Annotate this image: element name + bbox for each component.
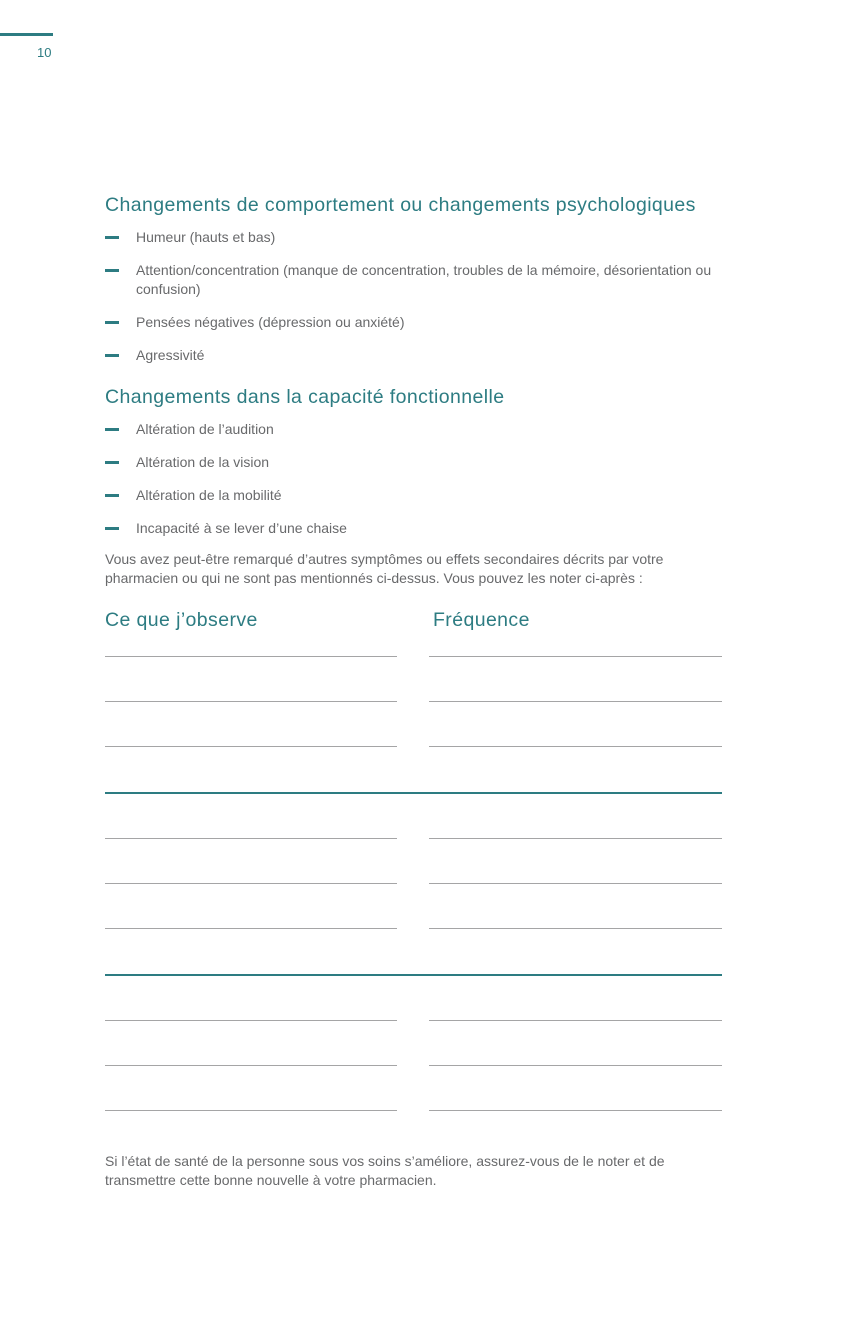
dash-bullet-icon <box>105 354 119 357</box>
frequency-writing-line <box>429 657 722 702</box>
frequency-writing-line <box>429 1066 722 1111</box>
frequency-writing-line <box>429 839 722 884</box>
column-header-frequency: Fréquence <box>433 609 530 631</box>
page-number: 10 <box>37 45 52 60</box>
list-item-text: Humeur (hauts et bas) <box>136 229 276 245</box>
observation-writing-line <box>105 632 397 657</box>
list-item-text: Altération de la vision <box>136 454 270 470</box>
observation-writing-line <box>105 884 397 929</box>
dash-bullet-icon <box>105 428 119 431</box>
list-item-text: Pensées négatives (dépression ou anxiété) <box>136 314 405 330</box>
symptom-list <box>105 420 723 538</box>
list-item-text: Altération de la mobilité <box>136 487 282 503</box>
list-item <box>105 519 722 538</box>
list-item <box>105 313 722 332</box>
group-divider-rule <box>105 929 722 976</box>
observation-writing-line <box>105 1021 397 1066</box>
writing-row <box>105 632 722 657</box>
observation-writing-line <box>105 1066 397 1111</box>
list-item <box>105 486 722 505</box>
page-corner-rule <box>0 33 53 36</box>
dash-bullet-icon <box>105 494 119 497</box>
writing-row <box>105 1066 722 1111</box>
section-heading: Changements de comportement ou changements psychologiques <box>105 194 696 216</box>
writing-row <box>105 884 722 929</box>
list-item <box>105 420 722 439</box>
writing-row <box>105 839 722 884</box>
dash-bullet-icon <box>105 527 119 530</box>
list-item-text: Attention/concentration (manque de concentration, troubles de la mémoire, désorientation ou confusion) <box>136 262 712 297</box>
dash-bullet-icon <box>105 236 119 239</box>
observation-writing-line <box>105 839 397 884</box>
observation-table <box>105 608 722 1111</box>
frequency-writing-line <box>429 632 722 657</box>
writing-row <box>105 794 722 839</box>
observation-writing-line <box>105 976 397 1021</box>
group-divider-rule <box>105 747 722 794</box>
column-header-observation: Ce que j’observe <box>105 609 258 631</box>
section-heading: Changements dans la capacité fonctionnelle <box>105 386 505 408</box>
intro-note: Vous avez peut-être remarqué d’autres symptômes ou effets secondaires décrits par votre pharmacien ou qui ne sont pas mentionnés ci-dessus. Vous pouvez les noter ci-après : <box>105 551 664 586</box>
observation-writing-line <box>105 794 397 839</box>
frequency-writing-line <box>429 884 722 929</box>
section-functional-capacity-changes <box>105 385 723 552</box>
list-item <box>105 453 722 472</box>
list-item <box>105 261 722 299</box>
frequency-writing-line <box>429 976 722 1021</box>
writing-row <box>105 657 722 702</box>
observation-writing-line <box>105 657 397 702</box>
frequency-writing-line <box>429 794 722 839</box>
list-item <box>105 346 722 365</box>
section-behavior-psychological-changes <box>105 193 723 379</box>
writing-row <box>105 702 722 747</box>
list-item-text: Incapacité à se lever d’une chaise <box>136 520 347 536</box>
frequency-writing-line <box>429 702 722 747</box>
observation-writing-line <box>105 702 397 747</box>
dash-bullet-icon <box>105 461 119 464</box>
writing-rows <box>105 632 722 1111</box>
list-item-text: Altération de l’audition <box>136 421 274 437</box>
writing-row <box>105 976 722 1021</box>
list-item <box>105 228 722 247</box>
dash-bullet-icon <box>105 269 119 272</box>
footer-note: Si l’état de santé de la personne sous vos soins s’améliore, assurez-vous de le noter et de transmettre cette bonne nouvelle à votre pharmacien. <box>105 1153 665 1188</box>
frequency-writing-line <box>429 1021 722 1066</box>
dash-bullet-icon <box>105 321 119 324</box>
list-item-text: Agressivité <box>136 347 205 363</box>
table-column-headers <box>105 608 722 632</box>
symptom-list <box>105 228 723 365</box>
writing-row <box>105 1021 722 1066</box>
